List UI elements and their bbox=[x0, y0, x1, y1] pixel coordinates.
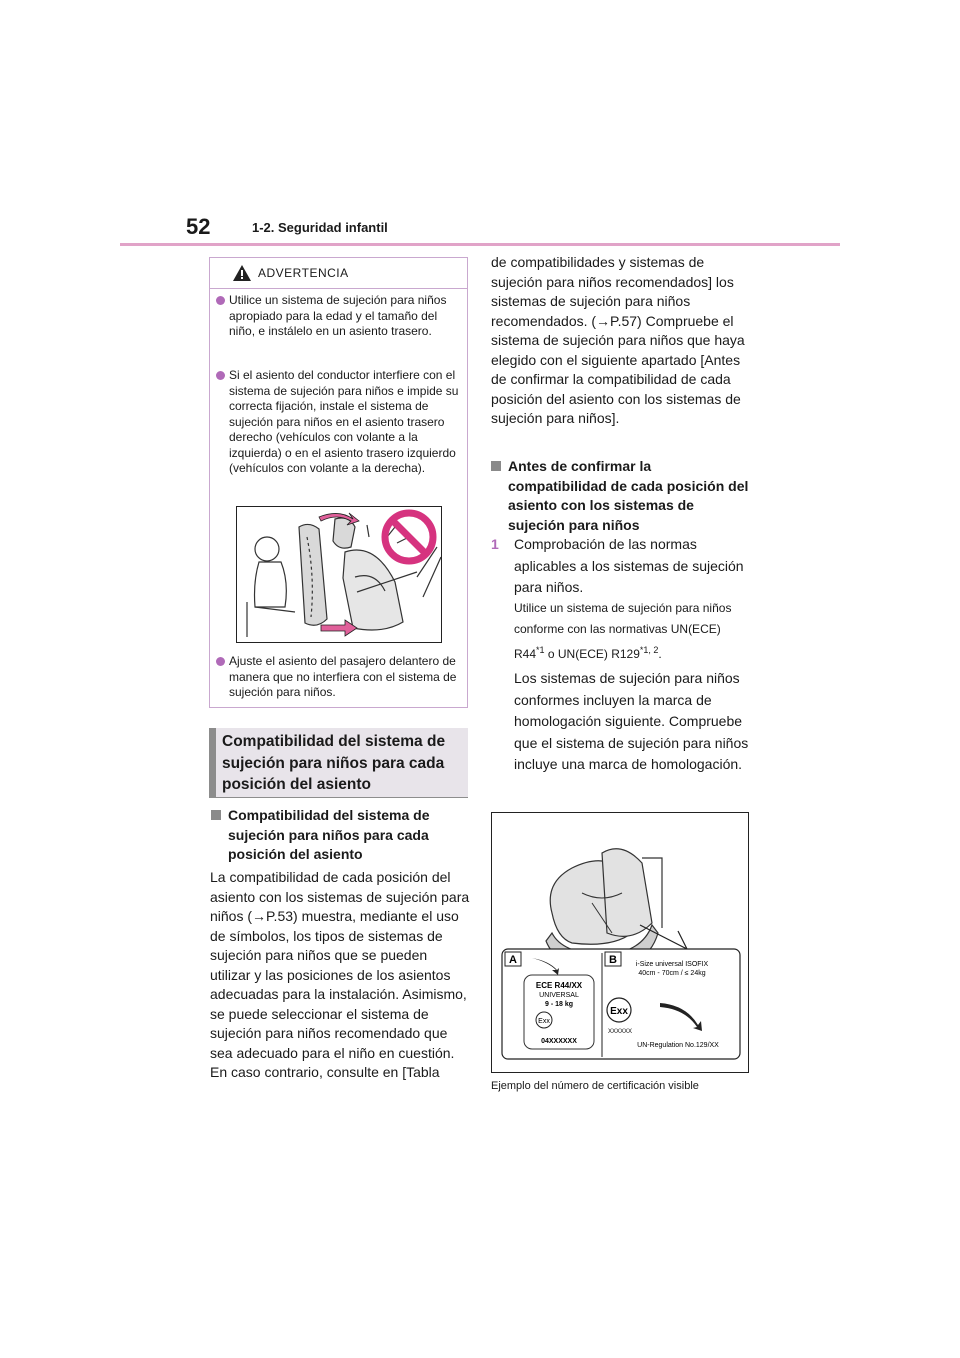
bullet-icon bbox=[216, 371, 225, 380]
subheading-text: Antes de confirmar la compatibilidad de cada posición del asiento con los sistemas de sujeción para niños bbox=[508, 458, 749, 533]
step-detail-text: . bbox=[658, 647, 662, 661]
header-rule bbox=[120, 243, 840, 246]
step-title: Comprobación de las normas aplicables a los sistemas de sujeción para niños. bbox=[514, 536, 744, 595]
warning-item-text: Utilice un sistema de sujeción para niños apropiado para la edad y el tamaño del niño, e instálelo en un asiento trasero. bbox=[229, 293, 447, 338]
isize-line-1: i-Size universal ISOFIX bbox=[635, 961, 709, 968]
warning-header bbox=[210, 258, 467, 289]
warning-item-text: Si el asiento del conductor interfiere con el sistema de sujeción para niños e impide su correcta fijación, instale el sistema de sujeción para niños en el asiento trasero derecho (vehículos con volante a la izquierda) o en el asiento trasero izquierdo (vehículos con volante a la derecha). bbox=[229, 368, 459, 475]
warning-title: ADVERTENCIA bbox=[258, 266, 349, 280]
bullet-icon bbox=[216, 296, 225, 305]
label-b: B bbox=[609, 954, 617, 966]
step-more-text: Los sistemas de sujeción para niños conformes incluyen la marca de homologación siguiente. Compruebe que el sistema de sujeción para niños incluye una marca de homologación. bbox=[514, 670, 749, 772]
body-paragraph: La compatibilidad de cada posición del asiento con los sistemas de sujeción para niños (→P.53) muestra, mediante el uso de símbolos, los tipos de sistemas de sujeción para niños que se pueden utilizar y las posiciones de los asientos adecuadas para la instalación. Asimismo, se puede seleccionar el sistema de sujeción para niños recomendado que sea adecuado para el niño en cuestión. En caso contrario, consulte en [Tabla bbox=[210, 869, 470, 1080]
step-detail-text: Utilice un sistema de sujeción para niños conforme con las normativas UN(ECE) R44 bbox=[514, 601, 732, 661]
body-paragraph: de compatibilidades y sistemas de sujeción para niños recomendados] los sistemas de sujeción para niños recomendados. (→P.57) Compruebe el sistema de sujeción para niños que haya elegido con el siguiente apartado [Antes de confirmar la compatibilidad de cada posición del asiento con los sistemas de sujeción para niños]. bbox=[491, 254, 745, 426]
bullet-icon bbox=[216, 657, 225, 666]
ece-code: 04XXXXXX bbox=[541, 1038, 577, 1045]
step-detail-text: o UN(ECE) R129 bbox=[544, 647, 640, 661]
section-title: 1-2. Seguridad infantil bbox=[252, 220, 388, 235]
footnote-ref: *1, 2 bbox=[639, 645, 659, 655]
subheading-compatibility bbox=[211, 806, 467, 865]
figure-caption: Ejemplo del número de certificación visible bbox=[491, 1080, 699, 1092]
warning-item bbox=[216, 293, 462, 340]
square-bullet-icon bbox=[491, 461, 501, 471]
step-number: 1 bbox=[491, 536, 499, 552]
ece-line-3: 9 - 18 kg bbox=[544, 1001, 574, 1008]
isize-code: XXXXXX bbox=[607, 1029, 633, 1035]
square-bullet-icon bbox=[211, 810, 221, 820]
isize-line-2: 40cm - 70cm / ≤ 24kg bbox=[638, 970, 706, 977]
warning-triangle-icon bbox=[233, 265, 251, 281]
certification-figure bbox=[491, 812, 749, 1073]
un-regulation: UN-Regulation No.129/XX bbox=[637, 1042, 719, 1049]
page-number: 52 bbox=[186, 214, 211, 239]
section-heading bbox=[209, 728, 468, 798]
ece-line-2: UNIVERSAL bbox=[539, 992, 579, 999]
ece-e-mark: Exx bbox=[538, 1018, 550, 1025]
isize-e-mark: Exx bbox=[610, 1006, 628, 1017]
ece-line-1: ECE R44/XX bbox=[535, 981, 583, 990]
warning-item-text: Ajuste el asiento del pasajero delantero de manera que no interfiera con el sistema de sujeción para niños. bbox=[229, 654, 457, 699]
warning-item bbox=[216, 368, 462, 477]
warning-item bbox=[216, 654, 462, 701]
footnote-ref: *1 bbox=[536, 645, 545, 655]
step-detail bbox=[514, 598, 754, 665]
seat-interference-illustration bbox=[236, 506, 442, 643]
subheading-text: Compatibilidad del sistema de sujeción para niños para cada posición del asiento bbox=[228, 807, 430, 862]
warning-box bbox=[209, 257, 468, 708]
prohibited-icon bbox=[385, 513, 433, 561]
section-heading-text: Compatibilidad del sistema de sujeción para niños para cada posición del asiento bbox=[222, 733, 446, 793]
subheading-before-confirm bbox=[491, 457, 751, 535]
heading-accent-bar bbox=[209, 728, 216, 797]
label-a: A bbox=[509, 954, 517, 966]
